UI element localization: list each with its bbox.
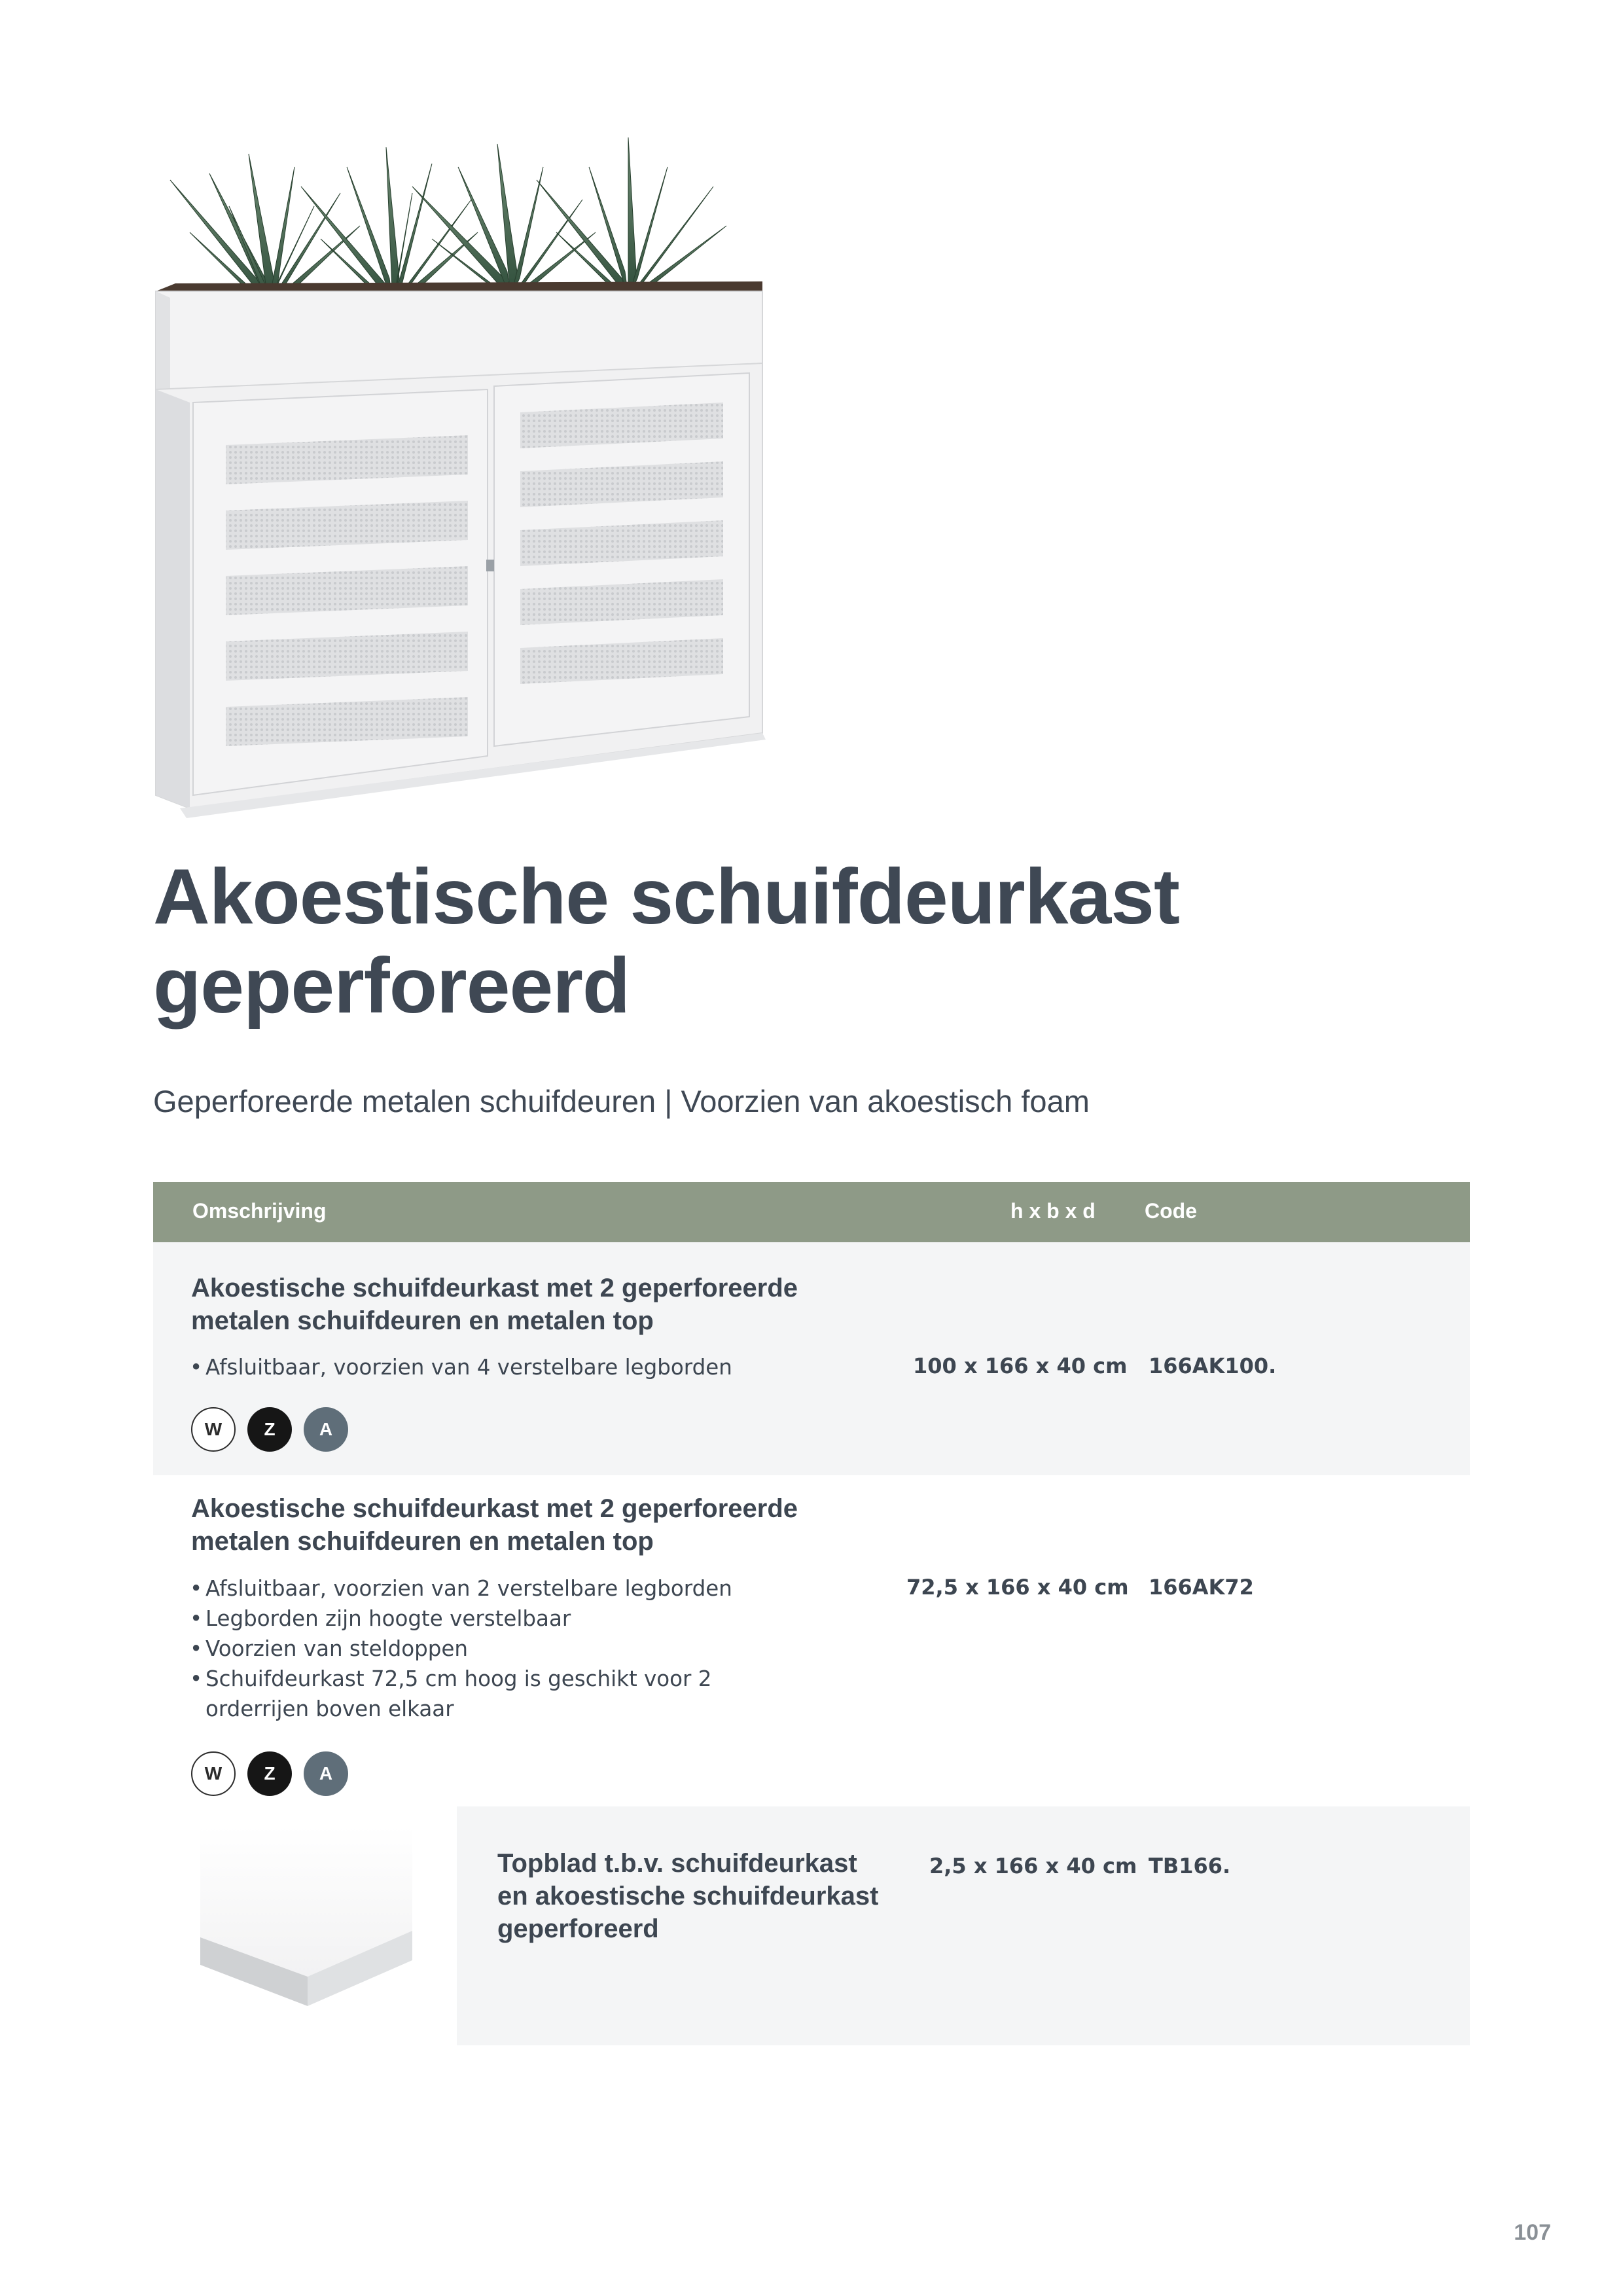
feature-item-continuation [190, 1694, 732, 1724]
header-dimensions: h x b x d [1010, 1199, 1096, 1223]
dimensions-value: 2,5 x 166 x 40 cm [929, 1854, 1137, 1878]
swatch-white: W [191, 1407, 236, 1452]
feature-item: • Schuifdeurkast 72,5 cm hoog is geschikt voor 2 [190, 1664, 732, 1694]
page-title-line-1: Akoestische schuifdeurkast [153, 853, 1179, 941]
color-swatches [191, 1751, 348, 1796]
feature-item-continuation-text: orderrijen boven elkaar [205, 1696, 454, 1721]
page-title [153, 852, 1397, 1030]
swatch-black: Z [247, 1751, 292, 1796]
product-title-line: metalen schuifdeuren en metalen top [191, 1306, 654, 1335]
swatch-white: W [191, 1751, 236, 1796]
product-title-line: Akoestische schuifdeurkast met 2 geperforeerde [191, 1494, 798, 1523]
table-header [153, 1182, 1470, 1242]
page-subtitle: Geperforeerde metalen schuifdeuren | Voorzien van akoestisch foam [153, 1084, 1090, 1119]
color-swatches [191, 1407, 348, 1452]
product-title-line: en akoestische schuifdeurkast [497, 1882, 879, 1910]
header-code: Code [1145, 1199, 1197, 1223]
swatch-anthracite: A [304, 1407, 348, 1452]
header-description: Omschrijving [192, 1199, 327, 1223]
feature-item: • Afsluitbaar, voorzien van 2 verstelbare legborden [190, 1573, 732, 1604]
feature-list [190, 1573, 732, 1724]
dimensions-value: 72,5 x 166 x 40 cm [906, 1575, 1129, 1600]
product-title [191, 1272, 798, 1337]
product-title-line: geperforeerd [497, 1914, 659, 1943]
product-code: 166AK72 [1149, 1575, 1254, 1600]
product-title [497, 1847, 878, 1945]
feature-item: • Voorzien van steldoppen [190, 1634, 732, 1664]
product-image-planter-cabinet [144, 115, 772, 818]
feature-item: • Afsluitbaar, voorzien van 4 verstelbare legborden [190, 1352, 732, 1382]
product-image-top-panel [196, 1826, 419, 2022]
product-code: TB166. [1149, 1854, 1231, 1878]
product-title-line: metalen schuifdeuren en metalen top [191, 1527, 654, 1556]
product-title [191, 1492, 798, 1558]
product-title-line: Topblad t.b.v. schuifdeurkast [497, 1849, 857, 1878]
dimensions-value: 100 x 166 x 40 cm [913, 1354, 1128, 1378]
swatch-anthracite: A [304, 1751, 348, 1796]
swatch-black: Z [247, 1407, 292, 1452]
page-number: 107 [1514, 2220, 1551, 2245]
product-code: 166AK100. [1149, 1354, 1277, 1378]
product-title-line: Akoestische schuifdeurkast met 2 geperforeerde [191, 1274, 798, 1302]
feature-item: • Legborden zijn hoogte verstelbaar [190, 1604, 732, 1634]
feature-list [190, 1352, 732, 1382]
page-title-line-2: geperforeerd [153, 942, 630, 1030]
